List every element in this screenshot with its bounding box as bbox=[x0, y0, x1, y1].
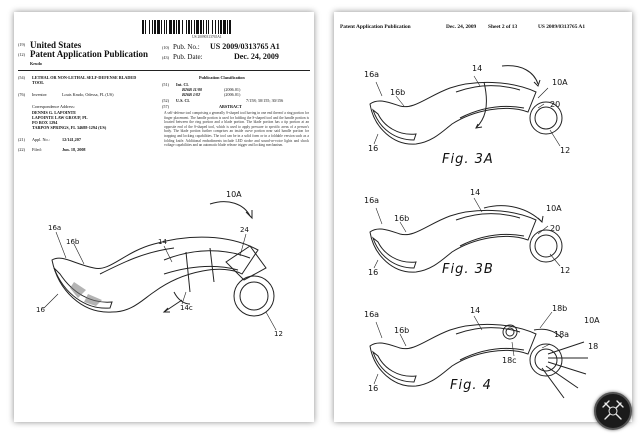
correspondence-label: Correspondence Address: bbox=[32, 104, 75, 109]
fig3a-caption: Fig. 3A bbox=[442, 152, 494, 167]
fig4-ref-16: 16 bbox=[368, 384, 379, 393]
correspondence-line-3: PO BOX 1294 bbox=[32, 120, 58, 125]
us-cl-label: U.S. Cl. bbox=[176, 98, 190, 103]
fig3b-ref-16: 16 bbox=[368, 268, 379, 277]
code-19: (19) bbox=[18, 42, 25, 47]
fig3a-ref-16: 16 bbox=[368, 144, 379, 153]
front-page-figure bbox=[14, 12, 314, 422]
ref-14: 14 bbox=[158, 238, 167, 246]
fig3b-ref-16b: 16b bbox=[394, 214, 410, 223]
fig3b-caption: Fig. 3B bbox=[442, 262, 494, 277]
fig3a-ref-20: 20 bbox=[550, 100, 561, 109]
int-cl-label: Int. Cl. bbox=[176, 82, 189, 87]
code-52: (52) bbox=[162, 98, 169, 103]
publication-type: Patent Application Publication bbox=[30, 49, 149, 59]
correspondence-line-2: LAPOINTE LAW GROUP, PL bbox=[32, 115, 88, 120]
barcode-number: US 20090313765A1 bbox=[192, 35, 222, 39]
code-10: (10) bbox=[162, 45, 169, 50]
fig3a-ref-16b: 16b bbox=[390, 88, 406, 97]
inventor-short: Krudo bbox=[30, 61, 42, 66]
fig4-ref-10a: 10A bbox=[584, 316, 600, 325]
code-12: (12) bbox=[18, 52, 25, 57]
fig3a-ref-10a: 10A bbox=[552, 78, 568, 87]
code-57: (57) bbox=[162, 104, 169, 109]
appl-no: 12/141,207 bbox=[62, 137, 81, 142]
code-51: (51) bbox=[162, 82, 169, 87]
fig4-ref-18b: 18b bbox=[552, 304, 568, 313]
int-cl-1-date: (2006.01) bbox=[224, 87, 241, 92]
code-43: (43) bbox=[162, 55, 169, 60]
sheet-header-date: Dec. 24, 2009 bbox=[446, 24, 477, 30]
fig3b-ref-14: 14 bbox=[470, 188, 481, 197]
fig3b-ref-12: 12 bbox=[560, 266, 571, 275]
patent-title: LETHAL OR NON-LETHAL SELF-DEFENSE BLADED TOOL bbox=[32, 75, 137, 86]
ref-16a: 16a bbox=[48, 224, 62, 232]
abstract-header: ABSTRACT bbox=[219, 104, 242, 109]
code-22: (22) bbox=[18, 147, 25, 152]
ref-12: 12 bbox=[274, 330, 283, 338]
pub-no: US 2009/0313765 A1 bbox=[210, 42, 280, 51]
ref-16: 16 bbox=[36, 306, 45, 314]
crossed-blades-logo-icon bbox=[594, 392, 632, 430]
fig3b-ref-10a: 10A bbox=[546, 204, 562, 213]
patent-drawing-sheet bbox=[334, 12, 632, 422]
ref-24: 24 bbox=[240, 226, 249, 234]
fig4-ref-14: 14 bbox=[470, 306, 481, 315]
fig4-ref-16a: 16a bbox=[364, 310, 380, 319]
code-21: (21) bbox=[18, 137, 25, 142]
fig3a-ref-16a: 16a bbox=[364, 70, 380, 79]
code-76: (76) bbox=[18, 92, 25, 97]
int-cl-1: B26B 11/00 bbox=[182, 87, 203, 92]
pub-no-label: Pub. No.: bbox=[173, 43, 200, 51]
country: United States bbox=[30, 40, 82, 50]
classification-header: Publication Classification bbox=[199, 75, 245, 80]
int-cl-2: B26B 1/02 bbox=[182, 92, 201, 97]
fig3b-ref-20: 20 bbox=[550, 224, 561, 233]
pub-date-label: Pub. Date: bbox=[173, 53, 203, 61]
filed-label: Filed: bbox=[32, 147, 42, 152]
ref-16b: 16b bbox=[66, 238, 80, 246]
sheet-header-left: Patent Application Publication bbox=[340, 24, 411, 30]
fig4-ref-18c: 18c bbox=[502, 356, 517, 365]
inventor-full: Louis Krudo, Odessa, FL (US) bbox=[62, 92, 114, 97]
sheet-header-number: US 2009/0313765 A1 bbox=[538, 24, 586, 30]
fig4-caption: Fig. 4 bbox=[450, 378, 492, 393]
pub-date: Dec. 24, 2009 bbox=[234, 52, 279, 61]
fig3b-ref-16a: 16a bbox=[364, 196, 380, 205]
fig4-ref-16b: 16b bbox=[394, 326, 410, 335]
patent-front-page bbox=[14, 12, 314, 422]
inventor-label: Inventor: bbox=[32, 92, 48, 97]
fig4-ref-18: 18 bbox=[588, 342, 599, 351]
correspondence-line-4: TARPON SPRINGS, FL 34688-1294 (US) bbox=[32, 125, 107, 130]
int-cl-2-date: (2006.01) bbox=[224, 92, 241, 97]
us-cl-value: 7/158; 30/155; 30/156 bbox=[246, 98, 284, 103]
fig4-ref-18a: 18a bbox=[554, 330, 570, 339]
appl-label: Appl. No.: bbox=[32, 137, 50, 142]
abstract-text: A self-defense tool comprising a generally S-shaped tool having in one end thereof a ring portion for finger placement. The handle portion is used for holding the S-shaped tool and the handle portion is located between the ring portion and a blade portion. The blade portion has a tip portion at an opposite end of the S-shaped tool, which is used to apply pressure to specific areas of a person's body. The blade portion further comprises an inside curve portion near said handle portion for trapping and locking capabilities. The tool can be in a solid form or in a foldable version such as a folding knife. Additional embodiments include LED strobe and sound-or-voice lights and shock voltage capabilities and an automatic blade release trigger and locking mechanism. bbox=[164, 111, 309, 148]
ref-14c: 14c bbox=[180, 304, 193, 312]
sheet-header-sheet: Sheet 2 of 13 bbox=[488, 24, 518, 30]
fig3a-ref-12: 12 bbox=[560, 146, 571, 155]
fig3a-ref-14: 14 bbox=[472, 64, 483, 73]
ref-10a: 10A bbox=[226, 190, 242, 199]
code-54: (54) bbox=[18, 75, 25, 80]
correspondence-line-1: DENNIS G. LAPOINTE bbox=[32, 110, 77, 115]
filed-date: Jun. 18, 2008 bbox=[62, 147, 86, 152]
